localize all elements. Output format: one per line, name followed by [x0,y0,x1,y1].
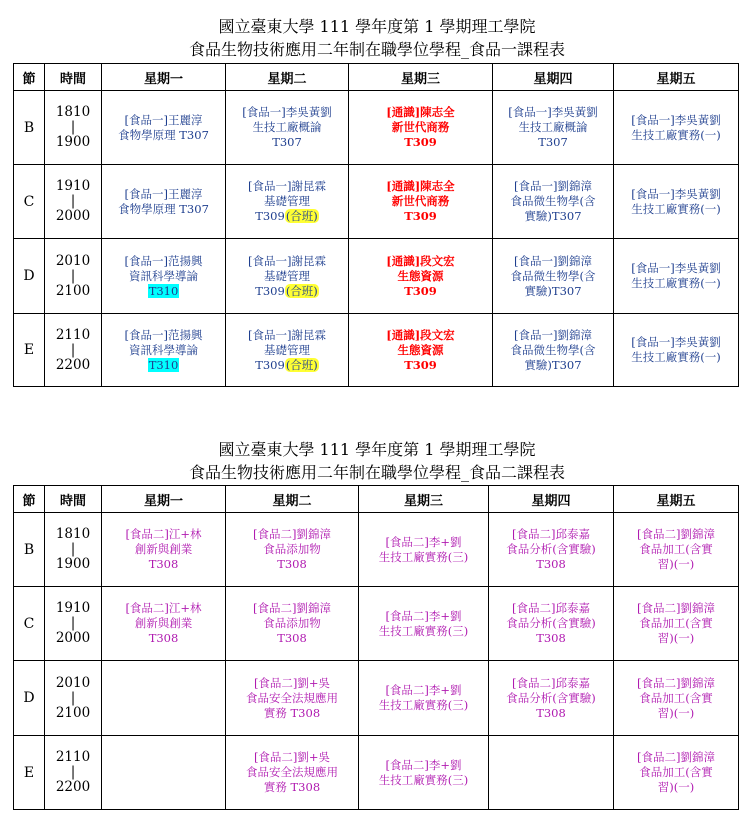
course-text: T309 [404,209,437,223]
course-cell [102,661,226,736]
time-text: | [70,764,76,780]
header-cell: 星期一 [102,486,226,513]
course-text: 食品安全法規應用 [246,690,338,705]
course-text: [食品一]李吳黃劉 [631,335,721,349]
time-text: 1900 [55,134,91,150]
course-text: 基礎管理 [264,268,310,283]
course-text: [通識]陳志全 [386,105,455,119]
table2-schedule [13,485,739,810]
course-text: [食品一]范揚興 [124,253,203,268]
course-text: 資訊科學導論 [129,268,198,283]
table1-title-line2: 食品生物技術應用二年制在職學位學程_食品一課程表 [188,40,565,59]
table-row [14,661,739,736]
time-text: 1810 [55,104,91,120]
course-text: 食品安全法規應用 [246,765,338,779]
course-text: [食品二]邱泰嘉 [512,601,590,615]
course-text: 生技工廠實務(一) [631,276,721,290]
time-text: 2110 [55,326,91,343]
course-text: [食品二]劉+吳 [253,675,331,690]
course-text: 實務 T308 [263,705,321,720]
course-text: [食品一]劉錦漳 [514,253,592,268]
course-text: T308 [277,557,307,571]
combined-class-tag: (合班) [285,357,318,372]
course-text: [食品二]李+劉 [385,757,462,772]
time-cell [45,736,102,810]
table-row [14,314,739,387]
course-text: [食品二]李+劉 [385,534,462,549]
course-text: 食品分析(含實驗) [506,690,596,705]
course-cell [102,165,226,239]
course-cell [226,587,359,661]
table-row [14,239,739,314]
course-text: [食品二]劉錦漳 [253,601,331,615]
table1-title-line1: 國立臺東大學 111 學年度第 1 學期理工學院 [218,17,536,36]
course-text: 生技工廠實務(三) [378,623,469,638]
room-text: T310 [148,283,179,298]
course-cell [614,165,739,239]
course-text: 創新與創業 [134,542,193,556]
course-text: 實務 T308 [263,780,321,794]
time-cell [45,165,102,239]
period-cell: C [14,165,45,239]
course-text: 生態資源 [397,342,444,357]
header-cell: 星期二 [226,64,349,91]
course-text: [食品二]邱泰嘉 [512,675,590,690]
course-cell [614,587,739,661]
course-text: 生技工廠實務(一) [631,350,721,364]
period-cell: D [14,661,45,736]
course-cell [349,165,493,239]
period-cell: D [14,239,45,314]
course-room-line [226,284,348,299]
course-text: 實驗)T307 [524,283,582,298]
table-row [14,91,739,165]
course-text: 習)(一) [657,780,695,794]
combined-class-tag: (合班) [285,209,318,223]
course-text: [食品一]劉錦漳 [514,179,592,193]
time-text: | [70,119,76,135]
course-text: 生技工廠概論 [518,120,588,134]
table1-header-row [14,64,739,91]
time-text: 2100 [55,282,91,299]
course-text: 習)(一) [657,631,695,645]
course-room-line [102,284,225,299]
course-text: 基礎管理 [264,342,310,357]
course-cell [226,165,349,239]
room-text: T309 [255,283,285,298]
header-cell: 星期五 [614,486,739,513]
course-text: 資訊科學導論 [129,342,198,357]
course-text: 食品分析(含實驗) [506,616,596,630]
table-row [14,587,739,661]
course-text: [食品一]李吳黃劉 [631,261,721,275]
course-cell [614,239,739,314]
course-text: 食品分析(含實驗) [506,542,596,556]
header-cell: 星期五 [614,64,739,91]
course-text: 生技工廠概論 [252,120,322,134]
course-text: 食品加工(含實 [639,765,713,779]
course-text: 食物學原理 T307 [118,201,209,216]
course-cell [226,91,349,165]
time-text: 2200 [55,356,91,373]
course-cell [349,314,493,387]
course-text: T307 [272,135,302,149]
course-cell [226,314,349,387]
course-text: T308 [148,557,179,571]
course-text: T308 [536,631,566,645]
room-text: T309 [255,357,285,372]
period-cell: E [14,736,45,810]
course-cell [349,91,493,165]
room-text: T310 [148,357,179,372]
course-text: 食品添加物 [263,616,321,630]
course-text: [食品一]王麗淳 [124,112,203,127]
course-text: 新世代商務 [391,120,450,134]
course-cell [489,587,614,661]
course-cell [359,587,489,661]
course-cell [614,736,739,810]
header-cell: 星期四 [493,64,614,91]
time-text: 2010 [55,252,91,269]
course-text: T307 [538,135,568,149]
course-room-line [226,358,348,373]
course-text: 習)(一) [657,705,695,720]
course-text: [食品一]謝昆霖 [248,179,326,193]
course-cell [359,513,489,587]
course-text: T308 [536,705,566,720]
course-text: 創新與創業 [134,616,193,630]
time-cell [45,239,102,314]
course-text: 生技工廠實務(一) [631,201,721,216]
table1-schedule [13,63,739,387]
course-text: [食品一]范揚興 [124,327,203,342]
time-text: | [70,341,76,358]
course-cell [614,661,739,736]
course-text: [食品一]劉錦漳 [514,327,592,342]
course-cell [493,314,614,387]
time-text: 2000 [55,208,91,224]
course-text: 生技工廠實務(三) [378,698,469,712]
course-cell [489,661,614,736]
course-cell [489,736,614,810]
course-text: [食品一]謝昆霖 [248,253,326,268]
course-cell [349,239,493,314]
course-text: 實驗)T307 [524,357,582,372]
course-text: [食品二]劉錦漳 [637,750,715,764]
course-text: T309 [404,283,437,298]
course-cell [226,513,359,587]
course-text: T308 [148,631,179,645]
course-text: [食品二]劉錦漳 [637,601,715,615]
time-text: 2000 [55,630,91,646]
course-text: 生技工廠實務(一) [631,127,721,142]
course-text: 食品添加物 [263,542,321,556]
course-text: 生技工廠實務(三) [378,549,469,564]
course-cell [226,661,359,736]
course-cell [489,513,614,587]
course-cell [226,736,359,810]
course-text: 食物學原理 T307 [118,127,209,142]
course-cell [493,91,614,165]
course-text: [通識]段文宏 [386,327,455,342]
time-cell [45,587,102,661]
course-text: 新世代商務 [391,194,450,208]
header-cell: 星期四 [489,486,614,513]
course-text: [食品一]李吳黃劉 [631,186,721,201]
table-row [14,165,739,239]
course-cell [614,513,739,587]
course-cell [102,736,226,810]
course-cell [359,661,489,736]
course-text: [食品一]李吳黃劉 [508,105,598,119]
course-text: T309 [404,357,437,372]
course-text: [食品二]江+林 [125,601,202,615]
time-cell [45,513,102,587]
time-text: 2110 [55,749,91,765]
time-text: | [70,615,76,631]
course-cell [493,239,614,314]
combined-class-tag: (合班) [285,283,318,298]
header-cell: 節 [14,486,45,513]
course-text: [食品一]李吳黃劉 [242,105,332,119]
course-text: [食品二]邱泰嘉 [512,527,590,541]
course-cell [102,239,226,314]
course-text: 食品加工(含實 [639,616,713,630]
header-cell: 時間 [45,486,102,513]
course-text: [食品一]李吳黃劉 [631,112,721,127]
course-cell [102,513,226,587]
course-text: 習)(一) [657,557,695,571]
time-text: 2010 [55,674,91,691]
course-text: [食品二]劉錦漳 [637,675,715,690]
time-cell [45,314,102,387]
course-text: 食品加工(含實 [639,542,713,556]
course-text: T308 [277,631,307,645]
period-cell: C [14,587,45,661]
course-text: T308 [536,557,566,571]
course-text: 實驗)T307 [524,209,582,223]
time-text: 1910 [55,178,91,194]
room-text: T309 [255,209,285,223]
period-cell: B [14,91,45,165]
time-text: 1900 [55,556,91,572]
course-text: 食品加工(含實 [639,690,713,705]
time-text: | [70,267,76,284]
course-text: [食品二]李+劉 [385,683,462,697]
course-text: [食品二]劉錦漳 [253,527,331,541]
course-text: 生技工廠實務(三) [378,772,469,787]
course-room-line [226,209,348,224]
period-cell: B [14,513,45,587]
table2-header-row [14,486,739,513]
time-text: | [70,193,76,209]
time-text: 2200 [55,779,91,795]
course-text: [食品二]劉+吳 [253,750,331,764]
time-text: 1910 [55,600,91,616]
course-cell [226,239,349,314]
course-text: [通識]陳志全 [386,179,455,193]
time-text: | [70,541,76,557]
course-cell [102,587,226,661]
time-text: 1810 [55,526,91,542]
table-row [14,513,739,587]
time-text: 2100 [55,704,91,721]
header-cell: 星期二 [226,486,359,513]
course-text: [食品二]李+劉 [385,608,462,623]
course-cell [359,736,489,810]
period-cell: E [14,314,45,387]
course-room-line [102,358,225,373]
course-cell [102,314,226,387]
header-cell: 時間 [45,64,102,91]
header-cell: 星期三 [359,486,489,513]
course-text: 食品微生物學(含 [510,268,596,283]
time-cell [45,91,102,165]
header-cell: 星期一 [102,64,226,91]
course-text: T309 [404,135,437,149]
time-cell [45,661,102,736]
table-row [14,736,739,810]
course-text: 生態資源 [397,268,444,283]
course-text: [通識]段文宏 [386,253,455,268]
course-text: [食品二]劉錦漳 [637,527,715,541]
course-text: 基礎管理 [264,194,310,208]
course-text: [食品一]謝昆霖 [248,327,326,342]
course-cell [614,314,739,387]
course-text: [食品一]王麗淳 [124,186,203,201]
header-cell: 節 [14,64,45,91]
table2-title-line2: 食品生物技術應用二年制在職學位學程_食品二課程表 [188,463,565,482]
course-cell [102,91,226,165]
course-cell [614,91,739,165]
course-text: 食品微生物學(含 [510,342,596,357]
course-cell [493,165,614,239]
table2-title-line1: 國立臺東大學 111 學年度第 1 學期理工學院 [218,440,536,459]
course-text: [食品二]江+林 [125,527,202,541]
header-cell: 星期三 [349,64,493,91]
time-text: | [70,689,76,706]
course-text: 食品微生物學(含 [510,194,596,208]
